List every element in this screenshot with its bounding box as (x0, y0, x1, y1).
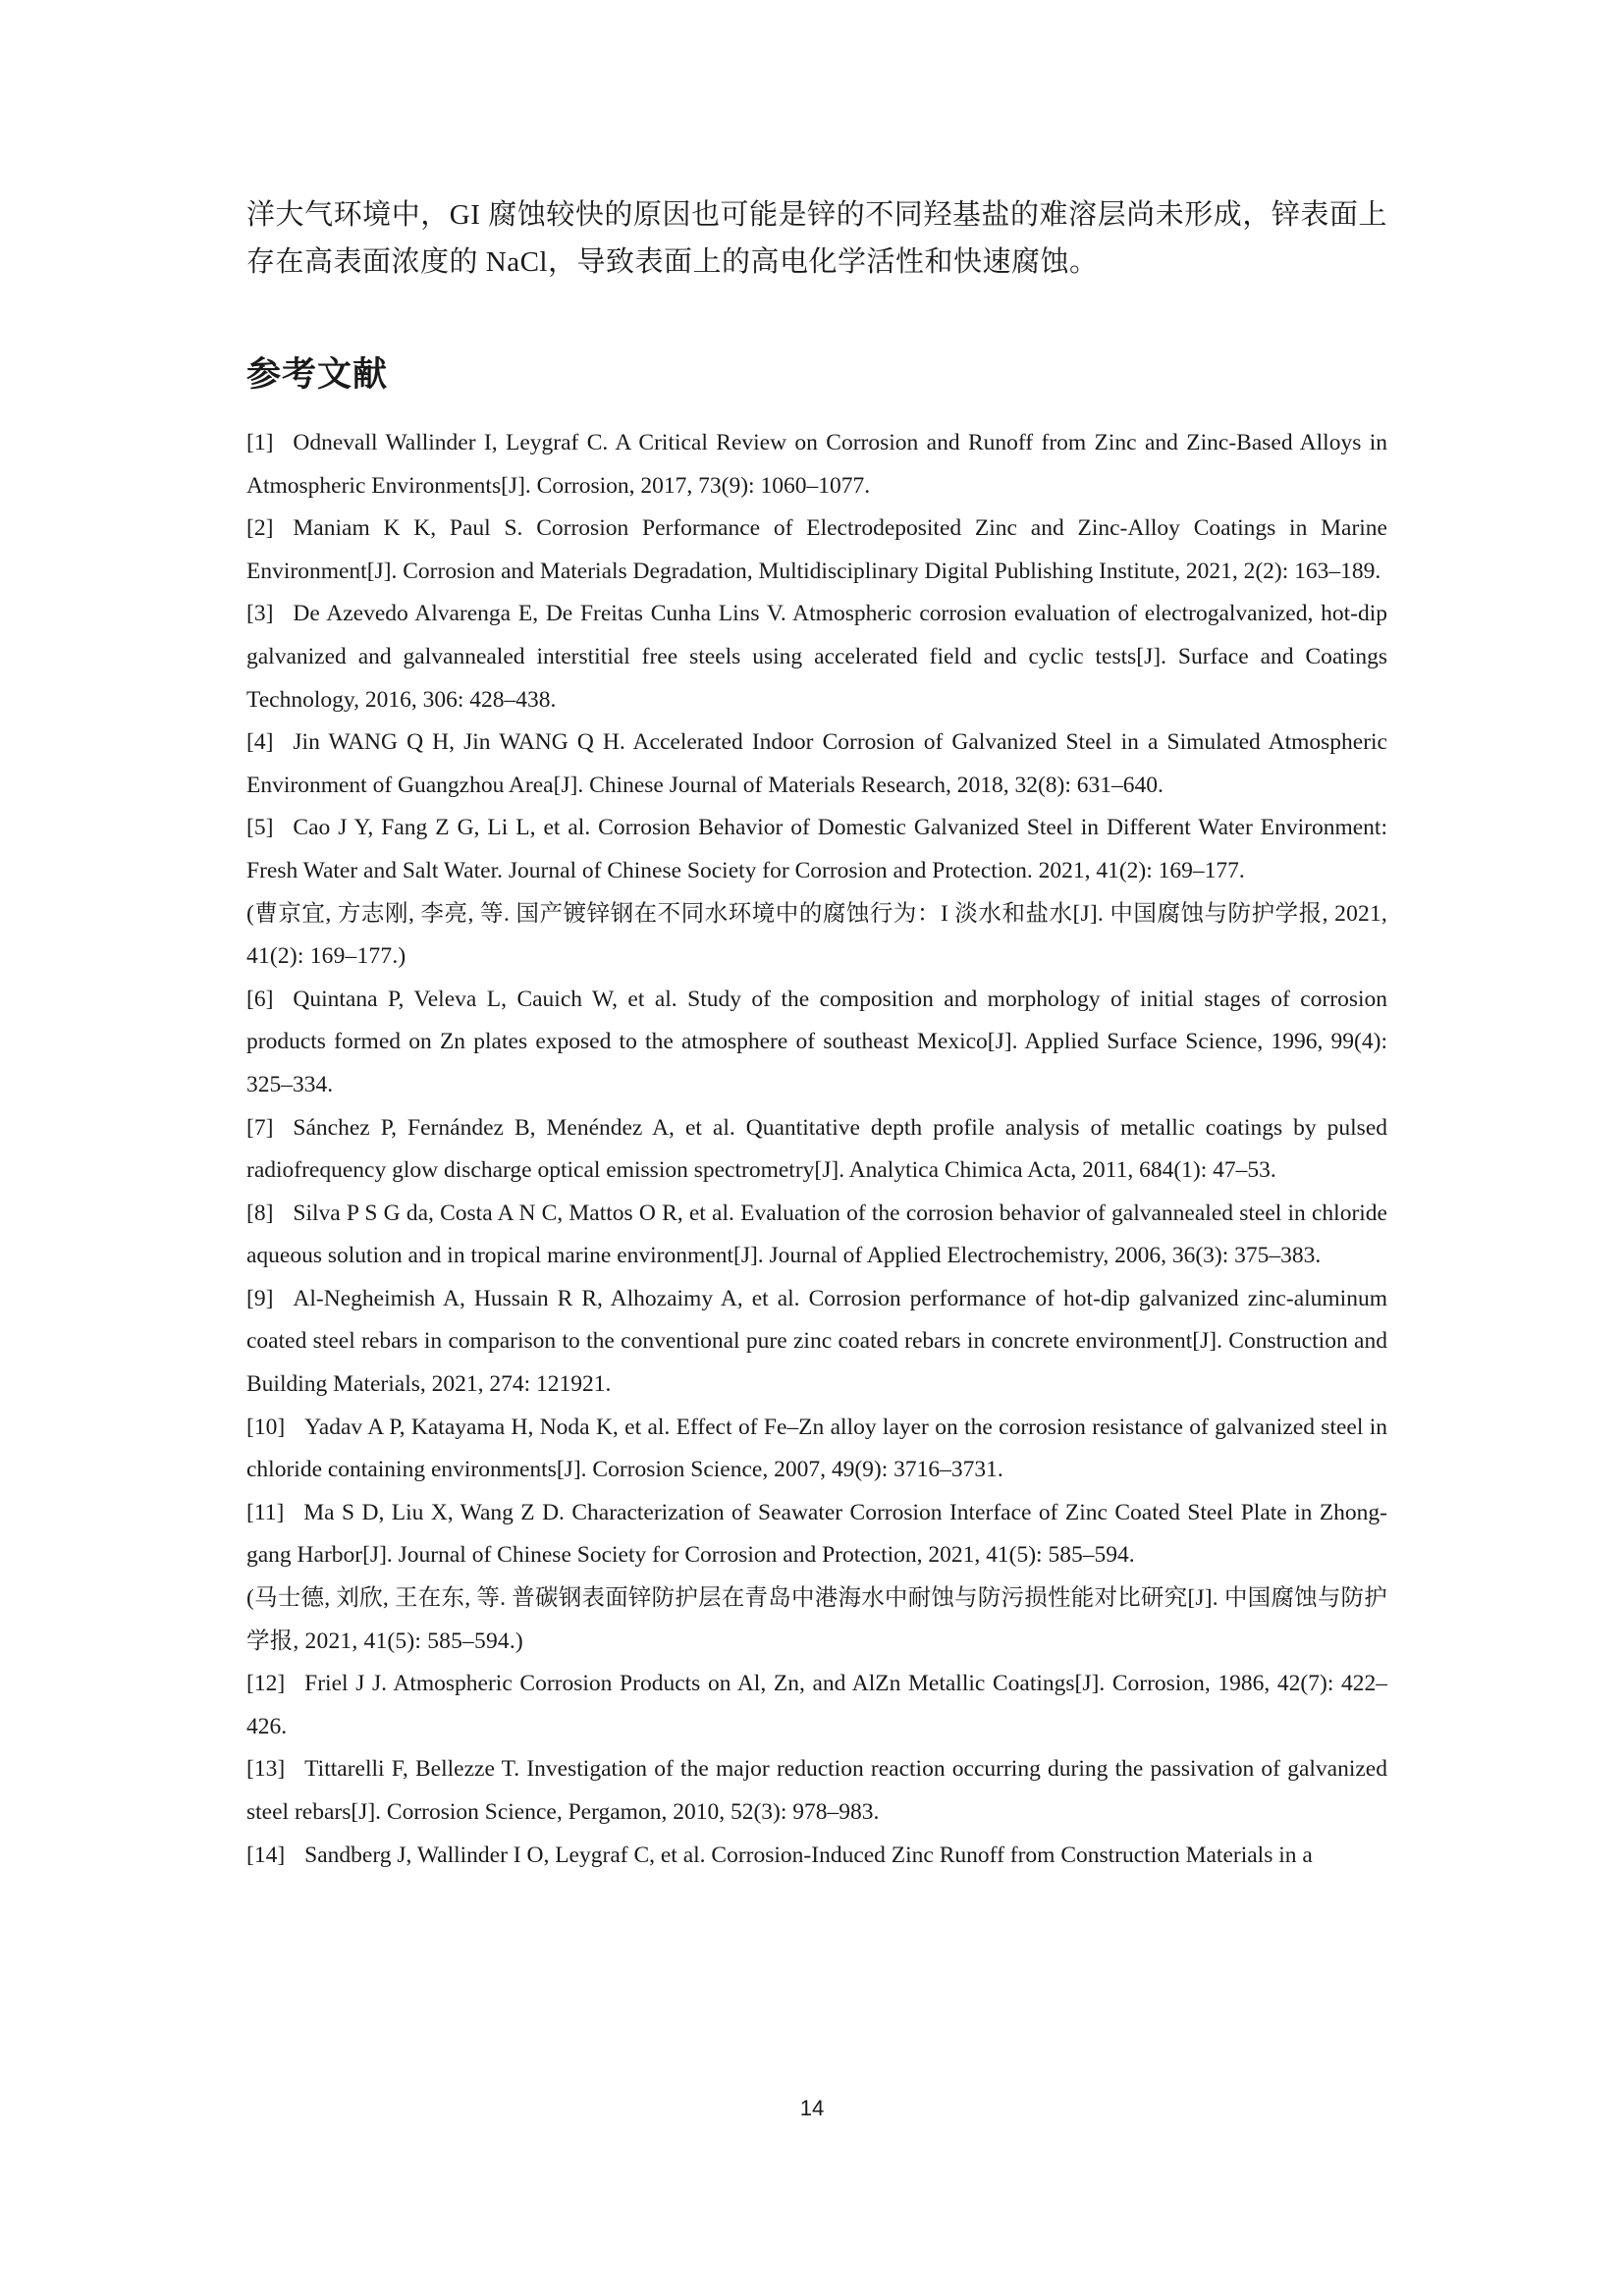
reference-text: Maniam K K, Paul S. Corrosion Performance of Electrodeposited Zinc and Zinc-Alloy Coatings in Marine Environment[J]. Corrosion and Materials Degradation, Multidisciplinary Digital Publishing Institute, 2021, 2(2): 163–189. (246, 515, 1387, 584)
reference-text: Sandberg J, Wallinder I O, Leygraf C, et al. Corrosion-Induced Zinc Runoff from Construction Materials in a (304, 1842, 1313, 1868)
reference-item (246, 1407, 1387, 1492)
reference-item (246, 593, 1387, 721)
reference-item (246, 979, 1387, 1107)
reference-number: [10] (246, 1414, 286, 1440)
reference-text: Jin WANG Q H, Jin WANG Q H. Accelerated Indoor Corrosion of Galvanized Steel in a Simulated Atmospheric Environment of Guangzhou Area[J]. Chinese Journal of Materials Research, 2018, 32(8): 631–640. (246, 729, 1387, 798)
reference-item (246, 1835, 1387, 1878)
references-heading: 参考文献 (246, 355, 389, 395)
reference-text: Sánchez P, Fernández B, Menéndez A, et al. Quantitative depth profile analysis of metallic coatings by pulsed radiofrequency glow discharge optical emission spectrometry[J]. Analytica Chimica Acta, 2011, 684(1): 47–53. (246, 1114, 1387, 1184)
reference-text: Ma S D, Liu X, Wang Z D. Characterization of Seawater Corrosion Interface of Zinc Coated Steel Plate in Zhong-gang Harbor[J]. Journal of Chinese Society for Corrosion and Protection, 2021, 41(5): 585–594. (246, 1499, 1387, 1569)
reference-number: [1] (246, 430, 274, 455)
page-number: 14 (799, 2096, 825, 2120)
reference-text: De Azevedo Alvarenga E, De Freitas Cunha Lins V. Atmospheric corrosion evaluation of electrogalvanized, hot-dip galvanized and galvannealed interstitial free steels using accelerated field and cyclic tests[J]. Surface and Coatings Technology, 2016, 306: 428–438. (246, 601, 1387, 713)
reference-number: [14] (246, 1842, 286, 1868)
reference-item (246, 1107, 1387, 1193)
reference-item (246, 1748, 1387, 1834)
reference-number: [2] (246, 515, 274, 542)
reference-text: Tittarelli F, Bellezze T. Investigation of the major reduction reaction occurring during the passivation of galvanized steel rebars[J]. Corrosion Science, Pergamon, 2010, 52(3): 978–983. (246, 1756, 1387, 1825)
reference-item (246, 1492, 1387, 1577)
reference-number: [11] (246, 1499, 285, 1525)
page-body (246, 191, 1387, 1877)
reference-list (246, 422, 1387, 1877)
reference-number: [12] (246, 1671, 286, 1697)
reference-text: Cao J Y, Fang Z G, Li L, et al. Corrosion Behavior of Domestic Galvanized Steel in Different Water Environment: Fresh Water and Salt Water. Journal of Chinese Society for Corrosion and Protection. 2021, 41(2): 169–177. (246, 815, 1387, 883)
reference-item (246, 422, 1387, 507)
reference-text: Silva P S G da, Costa A N C, Mattos O R, et al. Evaluation of the corrosion behavior of galvannealed steel in chloride aqueous solution and in tropical marine environment[J]. Journal of Applied Electrochemistry, 2006, 36(3): 375–383. (246, 1200, 1387, 1269)
reference-text: Odnevall Wallinder I, Leygraf C. A Critical Review on Corrosion and Runoff from Zinc and Zinc-Based Alloys in Atmospheric Environments[J]. Corrosion, 2017, 73(9): 1060–1077. (246, 430, 1387, 499)
reference-item (246, 721, 1387, 807)
reference-text: Yadav A P, Katayama H, Noda K, et al. Effect of Fe–Zn alloy layer on the corrosion resistance of galvanized steel in chloride containing environments[J]. Corrosion Science, 2007, 49(9): 3716–3731. (246, 1414, 1387, 1483)
reference-number: [13] (246, 1756, 286, 1783)
intro-paragraph: 洋大气环境中，GI 腐蚀较快的原因也可能是锌的不同羟基盐的难溶层尚未形成，锌表面上存在高表面浓度的 NaCl，导致表面上的高电化学活性和快速腐蚀。 (246, 199, 1387, 278)
reference-number: [5] (246, 815, 274, 841)
reference-item (246, 1193, 1387, 1278)
reference-text: Al-Negheimish A, Hussain R R, Alhozaimy A, et al. Corrosion performance of hot-dip galvanized zinc-aluminum coated steel rebars in comparison to the conventional pure zinc coated rebars in concrete environment[J]. Construction and Building Materials, 2021, 274: 121921. (246, 1285, 1387, 1398)
reference-translation: (曹京宜, 方志刚, 李亮, 等. 国产镀锌钢在不同水环境中的腐蚀行为：I 淡水和盐水[J]. 中国腐蚀与防护学报, 2021, 41(2): 169–177.) (246, 900, 1387, 970)
reference-item (246, 507, 1387, 593)
reference-number: [3] (246, 601, 274, 627)
reference-text: Friel J J. Atmospheric Corrosion Products on Al, Zn, and AlZn Metallic Coatings[J]. Corrosion, 1986, 42(7): 422–426. (246, 1671, 1387, 1739)
reference-number: [6] (246, 986, 274, 1012)
reference-translation: (马士德, 刘欣, 王在东, 等. 普碳钢表面锌防护层在青岛中港海水中耐蚀与防污损性能对比研究[J]. 中国腐蚀与防护学报, 2021, 41(5): 585–594.) (246, 1585, 1387, 1654)
reference-number: [9] (246, 1285, 274, 1311)
reference-item (246, 807, 1387, 892)
reference-number: [8] (246, 1200, 274, 1226)
reference-text: Quintana P, Veleva L, Cauich W, et al. Study of the composition and morphology of initial stages of corrosion products formed on Zn plates exposed to the atmosphere of southeast Mexico[J]. Applied Surface Science, 1996, 99(4): 325–334. (246, 986, 1387, 1097)
reference-number: [7] (246, 1114, 274, 1141)
reference-number: [4] (246, 729, 274, 756)
reference-item (246, 1278, 1387, 1407)
reference-item (246, 1663, 1387, 1748)
